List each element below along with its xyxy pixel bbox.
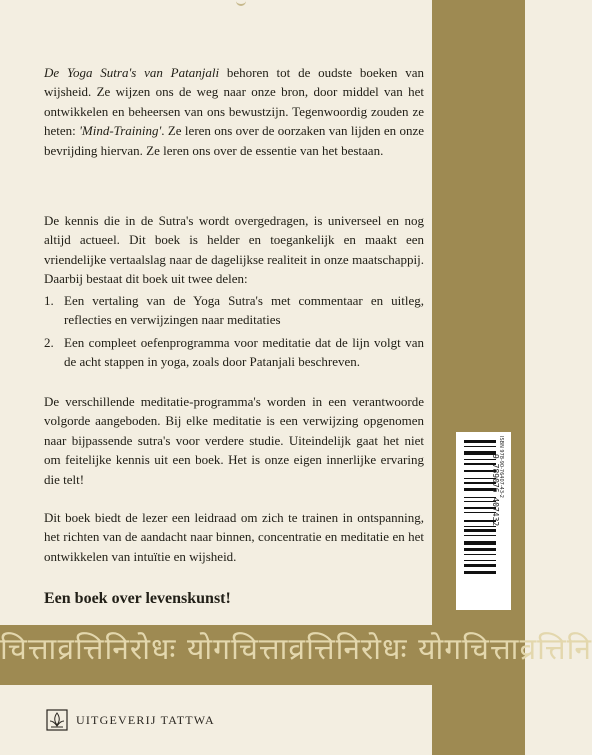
barcode-digits: 9 789076 407432 [491,454,500,527]
publisher-mark [46,707,215,733]
barcode [456,432,511,610]
book-title: De Yoga Sutra's van Patanjali [44,65,220,80]
isbn-label: ISBN 978-90-76407-43-2 [498,436,504,498]
list-text: Een vertaling van de Yoga Sutra's met commentaar en uitleg, reflecties en verwijzingen naar meditaties [64,293,424,328]
parts-list [44,291,424,330]
intro-paragraph [44,63,424,160]
sanskrit-band-text: चित्ताव्रत्तिनिरोधः योगचित्ताव्रत्तिनिरोधः योगचित्ताव्रत्तिनि [0,632,592,667]
tagline: Een boek over levenskunst! [44,590,231,607]
publisher-name: UITGEVERIJ TATTWA [76,712,215,727]
knowledge-paragraph: De kennis die in de Sutra's wordt overgedragen, is universeel en nog altijd actueel. Dit boek is helder en toegankelijk en maakt een vriendelijke vertaalslag naar de dagelijkse realiteit in onze maatschappij. Daarbij bestaat dit boek uit twee delen: [44,213,424,287]
intro-text: behoren tot de oudste boeken van wijsheid. Ze wijzen ons de weg naar onze bron, door middel van het ontwikkelen en beheersen van ons bewustzijn. Tegenwoordig zouden ze heten: [44,65,424,139]
barcode-bar [464,446,496,447]
list-number: 2. [44,335,54,350]
lotus-icon [46,709,68,731]
list-item [44,333,424,372]
mind-training-term: 'Mind-Training' [79,123,162,139]
parts-list-2 [44,333,424,372]
training-paragraph: Dit boek biedt de lezer een leidraad om zich te trainen in ontspanning, het richten van de aandacht naar binnen, concentratie en meditatie en het ontwikkelen van intuïtie en wijsheid. [44,510,424,564]
barcode-bar [464,440,496,443]
intro-text-end: . Ze leren ons over de oorzaken van lijden en onze bevrijding hiervan. Ze leren ons over de essentie van het bestaan. [44,123,424,158]
list-item [44,291,424,330]
list-number: 1. [44,293,54,308]
list-text: Een compleet oefenprogramma voor meditatie dat de lijn volgt van de acht stappen in yoga, zoals door Patanjali beschreven. [64,335,424,370]
meditation-paragraph: De verschillende meditatie-programma's worden in een verantwoorde volgorde aangeboden. Bij elke meditatie is een verwijzing opgenomen naar bijpassende sutra's voor verdere studie. Uiteindelijk gaat het niet om feitelijke kennis uit een boek. Het is onze eigen innerlijke ervaring die telt! [44,394,424,487]
